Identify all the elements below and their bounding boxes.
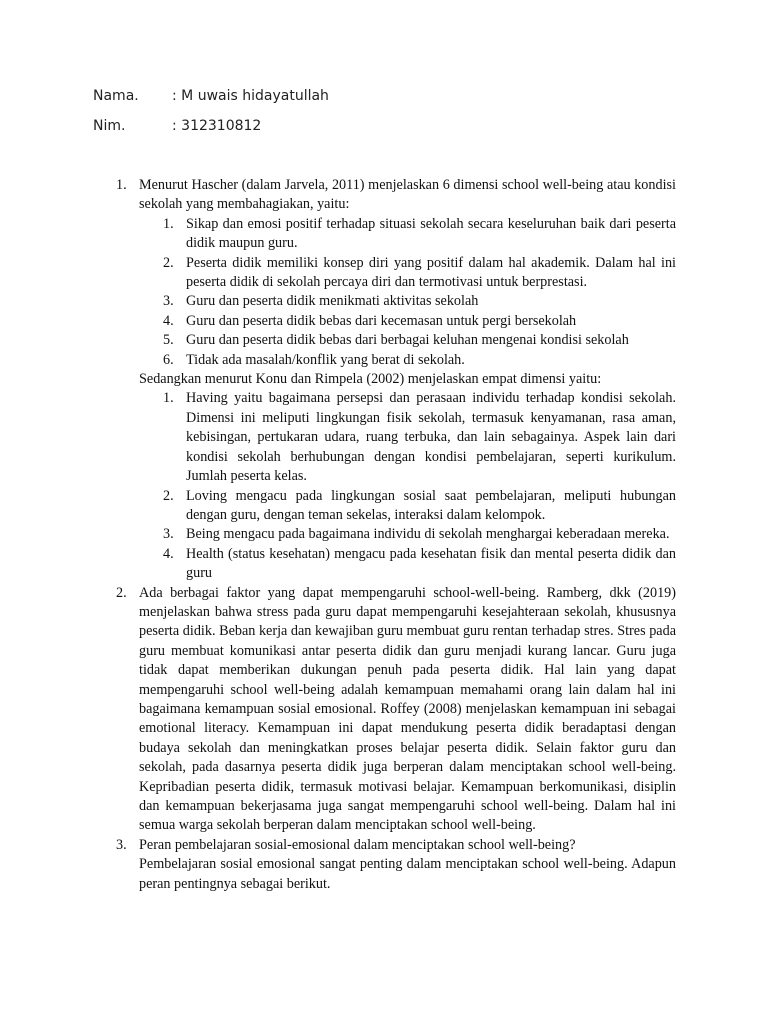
sublist-item (139, 351, 676, 370)
paragraph: Pembelajaran sosial emosional sangat penting dalam menciptakan school well-being. Adapun peran pentingnya sebagai berikut. (139, 856, 676, 892)
sublist-text: Guru dan peserta didik menikmati aktivitas sekolah (186, 293, 479, 310)
sublist-text: Sikap dan emosi positif terhadap situasi sekolah secara keseluruhan baik dari peserta didik maupun guru. (186, 215, 676, 252)
sublist-item (139, 331, 676, 350)
sublist-text: Peserta didik memiliki konsep diri yang positif dalam hal akademik. Dalam hal ini peserta didik di sekolah percaya diri dan termotivasi untuk berprestasi. (186, 254, 676, 291)
sublist-number: 2. (163, 487, 174, 504)
name-label: Nama. (93, 88, 139, 104)
sublist-item (139, 215, 676, 254)
sublist-item (139, 487, 676, 526)
sublist-item (139, 254, 676, 293)
sublist-item (139, 525, 676, 544)
list-item-1 (106, 176, 676, 584)
sublist-number: 5. (163, 332, 174, 349)
name-value: : M uwais hidayatullah (172, 88, 329, 104)
list-number: 1. (116, 177, 127, 193)
main-list (106, 176, 676, 894)
sublist-text: Being mengacu pada bagaimana individu di sekolah menghargai keberadaan mereka. (186, 526, 670, 543)
bridge-paragraph: Sedangkan menurut Konu dan Rimpela (2002) menjelaskan empat dimensi yaitu: (139, 371, 602, 388)
sublist-item (139, 292, 676, 311)
sublist-item (139, 312, 676, 331)
sublist-number: 1. (163, 390, 174, 407)
sublist-number: 1. (163, 215, 174, 232)
sublist-item (139, 545, 676, 584)
sublist-konu-rimpela (139, 389, 676, 583)
sublist-text: Loving mengacu pada lingkungan sosial saat pembelajaran, meliputi hubungan dengan guru, dengan teman sekelas, interaksi dalam kelompok. (186, 487, 676, 523)
list-item-3 (106, 836, 676, 894)
sublist-number: 3. (163, 293, 174, 310)
sublist-text: Having yaitu bagaimana persepsi dan perasaan individu terhadap kondisi sekolah. Dimensi ini meliputi lingkungan fisik sekolah, termasuk kenyamanan, rasa aman, kebisingan, pertukaran udara, ruang terbuka, dan lain sebagainya. Aspek lain dari kondisi sekolah berhubungan dengan kondisi pembelajaran, seperti kurikulum. Jumlah peserta kelas. (186, 390, 676, 485)
list-item-2 (106, 584, 676, 836)
sublist-number: 4. (163, 312, 174, 329)
sublist-number: 2. (163, 254, 174, 271)
sublist-text: Guru dan peserta didik bebas dari berbagai keluhan mengenai kondisi sekolah (186, 332, 629, 349)
sublist-number: 3. (163, 526, 174, 543)
list-number: 2. (116, 584, 127, 601)
sublist-text: Guru dan peserta didik bebas dari kecemasan untuk pergi bersekolah (186, 312, 577, 329)
sublist-number: 4. (163, 545, 174, 562)
sublist-text: Health (status kesehatan) mengacu pada kesehatan fisik dan mental peserta didik dan guru (186, 545, 676, 582)
document-body (106, 176, 676, 894)
nim-label: Nim. (93, 118, 126, 134)
list-item-text: Menurut Hascher (dalam Jarvela, 2011) menjelaskan 6 dimensi school well-being atau kondisi sekolah yang membahagiakan, yaitu: (139, 177, 676, 213)
sublist-text: Tidak ada masalah/konflik yang berat di sekolah. (186, 351, 465, 368)
list-number: 3. (116, 836, 127, 853)
sublist-hascher (139, 215, 676, 370)
list-item-text: Ada berbagai faktor yang dapat mempengaruhi school-well-being. Ramberg, dkk (2019) menjelaskan bahwa stress pada guru dapat mempengaruhi kesejahteraan sekolah, khususnya peserta didik. Beban kerja dan kewajiban guru membuat guru rentan terhadap stres. Stres pada guru membuat komunikasi antar peserta didik dan guru menjadi kurang lancar. Guru juga tidak dapat memberikan dukungan penuh pada peserta didik. Hal lain yang dapat mempengaruhi school well-being adalah kemampuan memahami orang lain dalam hal ini bagaimana kemampuan sosial emosional. Roffey (2008) menjelaskan kemampuan ini sebagai emotional literacy. Kemampuan ini dapat mendukung peserta didik beradaptasi dengan budaya sekolah dan meningkatkan proses belajar peserta didik. Selain faktor guru dan sekolah, pada dasarnya peserta didik juga berperan dalam menciptakan school well-being. Kepribadian peserta didik, termasuk motivasi belajar. Kemampuan berkomunikasi, disiplin dan kemampuan bekerjasama juga sangat mempengaruhi school well-being. Dalam hal ini semua warga sekolah berperan dalam menciptakan school well-being. (139, 584, 676, 834)
list-item-text: Peran pembelajaran sosial-emosional dalam menciptakan school well-being? (139, 836, 576, 853)
sublist-item (139, 389, 676, 486)
sublist-number: 6. (163, 351, 174, 368)
nim-value: : 312310812 (172, 118, 262, 134)
